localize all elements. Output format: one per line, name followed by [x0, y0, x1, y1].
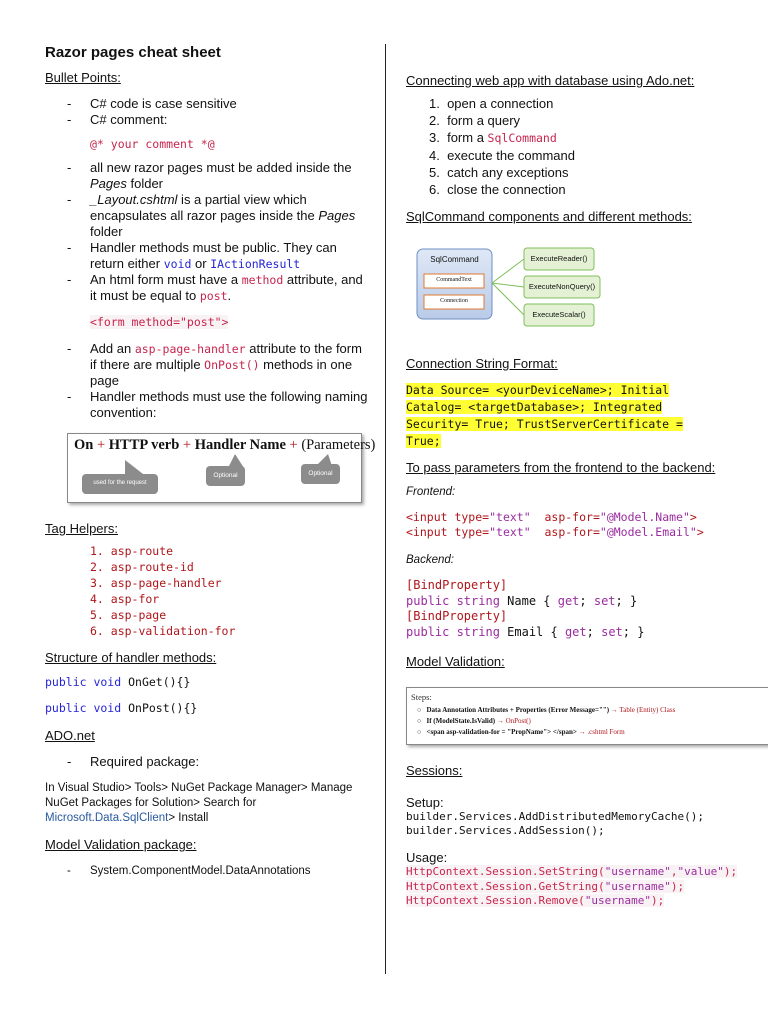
- step-item: 3. form a SqlCommand: [429, 130, 557, 145]
- step-item: 6. close the connection: [429, 182, 566, 197]
- frontend-code: <input type="text" asp-for="@Model.Name"> <input type="text" asp-for="@Model.Email">: [406, 510, 704, 539]
- tag-helper-item: 2. asp-route-id: [90, 560, 194, 574]
- bullet-item: - System.ComponentModel.DataAnnotations: [90, 863, 370, 879]
- sqlcommand-node: SqlCommand: [430, 255, 479, 264]
- onpost-code: public void OnPost(){}: [45, 701, 198, 715]
- right-column: [406, 72, 741, 909]
- connection-string: Data Source= <yourDeviceName>; Initial Catalog= <targetDatabase>; Integrated Security= True; TrustServerCertificate = True;: [406, 383, 683, 448]
- tag-helper-item: 6. asp-validation-for: [90, 624, 236, 638]
- handler-structure-heading: Structure of handler methods:: [45, 650, 217, 665]
- executereader-node: ExecuteReader(): [530, 254, 588, 263]
- step-item: 2. form a query: [429, 113, 521, 128]
- bullet-item: - all new razor pages must be added inside the Pages folder: [90, 160, 370, 192]
- form-code: <form method="post">: [90, 315, 229, 329]
- bullet-list-3: [45, 341, 370, 421]
- left-column: [45, 44, 376, 879]
- tag-helpers-heading: Tag Helpers:: [45, 521, 118, 536]
- backend-label: Backend:: [406, 554, 454, 566]
- mv-step: ○ Data Annotation Attributes + Properties (Error Message="") → Table (Entity) Class: [417, 706, 676, 714]
- bullet-points-heading: Bullet Points:: [45, 70, 121, 85]
- executenonquery-node: ExecuteNonQuery(): [528, 282, 596, 291]
- ado-list: [45, 754, 370, 770]
- bullet-item: - C# comment:: [90, 112, 370, 128]
- bullet-item: - Required package:: [90, 754, 370, 770]
- bullet-list-1: [45, 96, 370, 128]
- sqlcommand-heading: SqlCommand components and different methods:: [406, 209, 692, 224]
- step-item: 1. open a connection: [429, 96, 554, 111]
- model-validation-heading: Model Validation:: [406, 654, 505, 669]
- bullet-item: - Handler methods must be public. They can return either void or IActionResult: [90, 240, 370, 272]
- bubble-label-optional-1: Optional: [213, 472, 238, 479]
- speech-bubbles: [68, 434, 361, 502]
- executescalar-node: ExecuteScalar(): [532, 310, 586, 319]
- tag-helper-item: 3. asp-page-handler: [90, 576, 222, 590]
- backend-code: [BindProperty] public string Name { get; set; } [BindProperty] public string Email { get; set; }: [406, 578, 645, 639]
- ado-net-heading: ADO.net: [45, 728, 95, 743]
- bullet-item: - Handler methods must use the following naming convention:: [90, 389, 370, 421]
- tag-helper-item: 5. asp-page: [90, 608, 167, 622]
- bullet-item: - C# code is case sensitive: [90, 96, 370, 112]
- connection-string-heading: Connection String Format:: [406, 356, 558, 371]
- tag-helpers-list: [45, 543, 370, 639]
- connection-steps: [406, 95, 741, 198]
- model-validation-steps: Steps: ○ Data Annotation Attributes + Properties (Error Message="") → Table (Entity) Class ○ If (ModelState.IsValid) → OnPost() ○ <span asp-validation-for = "PropName"> </span> → .cshtml Form: [406, 687, 768, 745]
- connecting-heading: Connecting web app with database using Ado.net:: [406, 73, 695, 88]
- mv-step: ○ If (ModelState.IsValid) → OnPost(): [417, 717, 531, 725]
- step-item: 4. execute the command: [429, 148, 575, 163]
- setup-label: Setup:: [406, 795, 444, 810]
- setup-code: builder.Services.AddDistributedMemoryCache(); builder.Services.AddSession();: [406, 810, 705, 837]
- mv-step: ○ <span asp-validation-for = "PropName"> </span> → .cshtml Form: [417, 728, 625, 736]
- pass-parameters-heading: To pass parameters from the frontend to the backend:: [406, 460, 716, 475]
- visual-studio-instructions: In Visual Studio> Tools> NuGet Package Manager> Manage NuGet Packages for Solution> Search for Microsoft.Data.SqlClient> Install: [45, 782, 353, 824]
- usage-code: HttpContext.Session.SetString("username","value"); HttpContext.Session.GetString("username"); HttpContext.Session.Remove("username");: [406, 865, 738, 907]
- bullet-item: - An html form must have a method attribute, and it must be equal to post.: [90, 272, 370, 304]
- naming-convention-diagram: On + HTTP verb + Handler Name + (Parameters) used for the request Optional Optional: [67, 433, 362, 503]
- usage-label: Usage:: [406, 850, 448, 865]
- onget-code: public void OnGet(){}: [45, 675, 191, 689]
- column-divider: [385, 44, 386, 974]
- bullet-item: - Add an asp-page-handler attribute to the form if there are multiple OnPost() methods in one page: [90, 341, 370, 389]
- tag-helper-item: 4. asp-for: [90, 592, 160, 606]
- page-title: Razor pages cheat sheet: [45, 44, 221, 61]
- tag-helper-item: 1. asp-route: [90, 544, 174, 558]
- bubble-label-optional-2: Optional: [308, 470, 333, 477]
- connection-node: Connection: [440, 298, 468, 304]
- sessions-heading: Sessions:: [406, 763, 463, 778]
- sqlcommand-diagram: [416, 247, 616, 337]
- mv-package-list: [45, 863, 370, 879]
- commandtext-node: CommandText: [436, 277, 472, 283]
- step-item: 5. catch any exceptions: [429, 165, 569, 180]
- model-validation-package-heading: Model Validation package:: [45, 837, 197, 852]
- comment-code: @* your comment *@: [90, 137, 215, 151]
- bullet-list-2: [45, 160, 370, 304]
- bullet-item: - _Layout.cshtml is a partial view which encapsulates all razor pages inside the Pages folder: [90, 192, 370, 240]
- frontend-label: Frontend:: [406, 486, 456, 498]
- bubble-label-request: used for the request: [93, 480, 147, 486]
